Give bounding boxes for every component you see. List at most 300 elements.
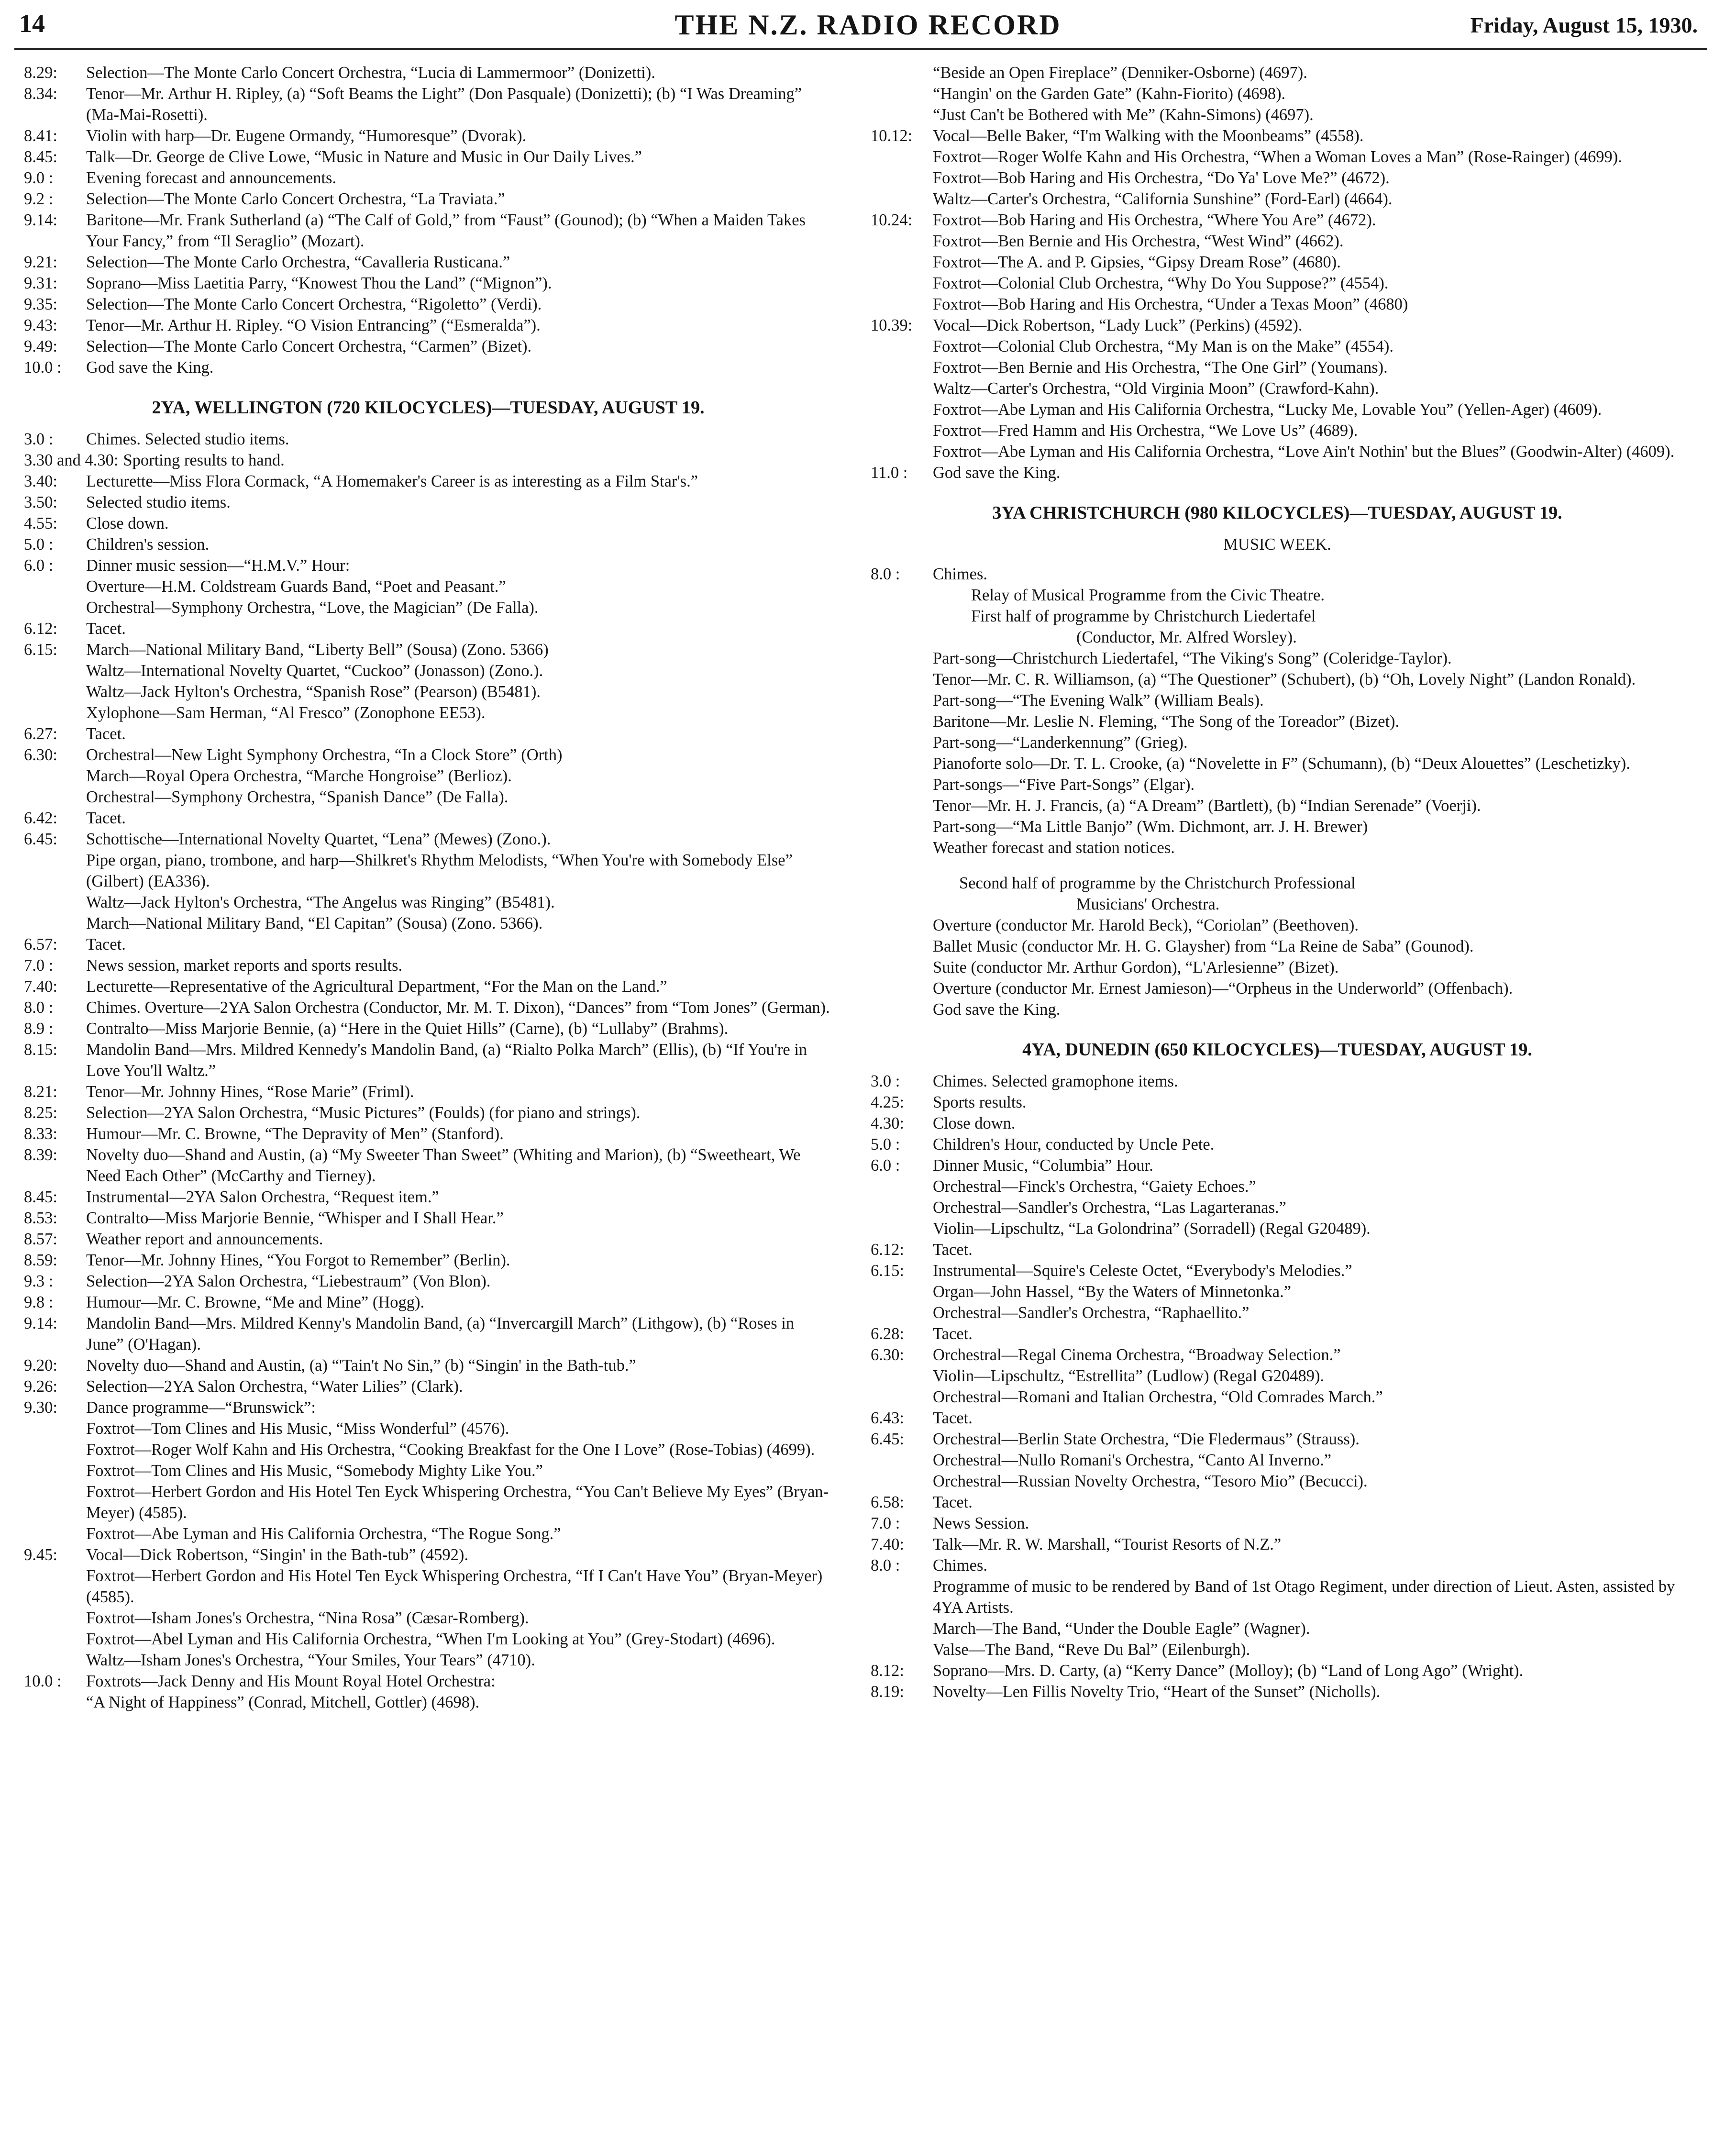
programme-text: Vocal—Dick Robertson, “Singin' in the Bath-tub” (4592).: [86, 1546, 468, 1564]
programme-text: Foxtrot—Tom Clines and His Music, “Miss Wonderful” (4576).: [86, 1420, 509, 1438]
programme-text: Foxtrot—Abe Lyman and His California Orchestra, “Lucky Me, Lovable You” (Yellen-Ager) (4609).: [933, 400, 1602, 419]
programme-item: [24, 189, 832, 210]
programme-text: Orchestral—Russian Novelty Orchestra, “Tesoro Mio” (Becucci).: [933, 1472, 1368, 1490]
programme-item: [871, 732, 1684, 753]
programme-text: Selection—2YA Salon Orchestra, “Music Pictures” (Foulds) (for piano and strings).: [86, 1104, 641, 1122]
time-label: [871, 669, 933, 690]
programme-text: Chimes.: [933, 1556, 988, 1575]
time-label: 8.59:: [24, 1251, 57, 1269]
programme-text: “Just Can't be Bothered with Me” (Kahn-Simons) (4697).: [933, 106, 1314, 124]
programme-text: God save the King.: [933, 464, 1061, 482]
programme-item: [24, 850, 832, 892]
programme-text: Lecturette—Representative of the Agricultural Department, “For the Man on the Land.”: [86, 977, 667, 996]
programme-text: Violin—Lipschultz, “Estrellita” (Ludlow) (Regal G20489).: [933, 1367, 1325, 1385]
time-label: [871, 1618, 933, 1639]
time-label: 7.40:: [871, 1535, 904, 1553]
programme-text: Humour—Mr. C. Browne, “Me and Mine” (Hogg).: [86, 1293, 425, 1311]
page-number: 14: [19, 9, 45, 38]
programme-text: Tacet.: [86, 935, 126, 954]
programme-text: Vocal—Dick Robertson, “Lady Luck” (Perkins) (4592).: [933, 316, 1303, 334]
time-label: [871, 1450, 933, 1471]
time-label: [871, 774, 933, 795]
time-label: 8.41:: [24, 127, 57, 145]
programme-text: Tacet.: [933, 1241, 973, 1259]
time-label: [871, 62, 933, 83]
programme-text: Weather report and announcements.: [86, 1230, 323, 1248]
time-label: [871, 357, 933, 378]
station-heading: 2YA, WELLINGTON (720 KILOCYCLES)—TUESDAY, AUGUST 19.: [152, 398, 705, 418]
programme-item: [24, 294, 832, 315]
programme-item: [871, 1344, 1684, 1365]
time-label: [24, 597, 86, 618]
programme-text: Weather forecast and station notices.: [933, 839, 1175, 857]
programme-item: [24, 125, 832, 146]
time-label: [24, 1650, 86, 1671]
programme-item: [871, 1429, 1684, 1450]
time-label: 10.24:: [871, 211, 913, 229]
programme-item: [24, 955, 832, 976]
programme-item: [24, 1460, 832, 1481]
programme-item: [871, 627, 1684, 648]
station-heading: 3YA CHRISTCHURCH (980 KILOCYCLES)—TUESDAY, AUGUST 19.: [992, 503, 1562, 523]
time-label: 8.25:: [24, 1104, 57, 1122]
programme-text: News session, market reports and sports results.: [86, 956, 403, 975]
programme-item: [24, 1544, 832, 1565]
programme-text: Organ—John Hassel, “By the Waters of Minnetonka.”: [933, 1283, 1292, 1301]
time-label: [871, 873, 933, 894]
time-label: 8.57:: [24, 1230, 57, 1248]
programme-item: [871, 978, 1684, 999]
time-label: 8.0 :: [871, 565, 900, 583]
programme-item: [871, 873, 1684, 894]
programme-item: [871, 252, 1684, 273]
programme-item: [24, 1376, 832, 1397]
programme-text: Novelty—Len Fillis Novelty Trio, “Heart of the Sunset” (Nicholls).: [933, 1683, 1381, 1701]
time-label: 9.21:: [24, 253, 57, 271]
programme-text: Tenor—Mr. Johnny Hines, “You Forgot to Remember” (Berlin).: [86, 1251, 510, 1269]
time-label: 4.25:: [871, 1093, 904, 1111]
programme-text: Selection—2YA Salon Orchestra, “Liebestraum” (Von Blon).: [86, 1272, 491, 1290]
time-label: 8.34:: [24, 85, 57, 103]
time-label: [871, 753, 933, 774]
time-label: 6.42:: [24, 809, 57, 827]
programme-item: [871, 441, 1684, 462]
programme-text: Dinner music session—“H.M.V.” Hour:: [86, 556, 350, 575]
programme-text: Waltz—Jack Hylton's Orchestra, “The Angelus was Ringing” (B5481).: [86, 893, 555, 911]
programme-text: Violin with harp—Dr. Eugene Ormandy, “Humoresque” (Dvorak).: [86, 127, 527, 145]
programme-item: [871, 585, 1684, 606]
programme-text: Vocal—Belle Baker, “I'm Walking with the Moonbeams” (4558).: [933, 127, 1364, 145]
programme-item: [24, 1039, 832, 1081]
time-label: [871, 1387, 933, 1408]
programme-text: Orchestral—Berlin State Orchestra, “Die Fledermaus” (Strauss).: [933, 1430, 1360, 1448]
programme-item: [871, 816, 1684, 837]
programme-item: [24, 534, 832, 555]
time-label: 3.50:: [24, 493, 57, 511]
time-label: 3.0 :: [24, 430, 54, 448]
time-label: 8.0 :: [871, 1556, 900, 1575]
time-label: 6.0 :: [24, 556, 54, 575]
programme-text: Foxtrot—Roger Wolf Kahn and His Orchestra, “Cooking Breakfast for the One I Love” (Rose-Tobias) (4699).: [86, 1441, 815, 1459]
programme-text: Talk—Mr. R. W. Marshall, “Tourist Resorts of N.Z.”: [933, 1535, 1282, 1553]
programme-text: Orchestral—Symphony Orchestra, “Love, the Magician” (De Falla).: [86, 599, 539, 617]
time-label: [871, 252, 933, 273]
programme-item: [24, 1355, 832, 1376]
time-label: 8.15:: [24, 1041, 57, 1059]
time-label: [24, 1608, 86, 1629]
programme-item: [24, 1313, 832, 1355]
programme-item: [24, 1397, 832, 1418]
time-label: [24, 1692, 86, 1713]
time-label: [24, 765, 86, 787]
programme-text: Pipe organ, piano, trombone, and harp—Shilkret's Rhythm Melodists, “When You're with Somebody Else” (Gilbert) (EA336).: [86, 851, 793, 890]
programme-item: [24, 62, 832, 83]
time-label: 8.45:: [24, 1188, 57, 1206]
programme-text: Selection—The Monte Carlo Concert Orchestra, “Lucia di Lammermoor” (Donizetti).: [86, 64, 655, 82]
programme-item: [24, 913, 832, 934]
programme-text: Foxtrot—Bob Haring and His Orchestra, “Do Ya' Love Me?” (4672).: [933, 169, 1390, 187]
programme-text: Selection—The Monte Carlo Orchestra, “Cavalleria Rusticana.”: [86, 253, 510, 271]
time-label: 9.43:: [24, 316, 57, 334]
programme-item: [871, 273, 1684, 294]
programme-item: [871, 1218, 1684, 1239]
programme-text: Orchestral—Symphony Orchestra, “Spanish Dance” (De Falla).: [86, 788, 509, 806]
programme-item: [871, 1660, 1684, 1681]
time-label: [24, 1439, 86, 1460]
programme-item: [871, 62, 1684, 83]
time-label: [24, 892, 86, 913]
time-label: [871, 420, 933, 441]
time-label: 6.15:: [871, 1262, 904, 1280]
programme-item: [871, 837, 1684, 858]
programme-item: [871, 1387, 1684, 1408]
time-label: [24, 660, 86, 681]
time-label: 4.55:: [24, 514, 57, 532]
time-label: 9.35:: [24, 295, 57, 313]
time-label: 3.40:: [24, 472, 57, 490]
programme-item: [871, 1534, 1684, 1555]
programme-item: [871, 399, 1684, 420]
time-label: [24, 1523, 86, 1544]
programme-item: [871, 1302, 1684, 1323]
time-label: 6.30:: [871, 1346, 904, 1364]
programme-item: [24, 357, 832, 378]
programme-text: Selection—The Monte Carlo Concert Orchestra, “La Traviata.”: [86, 190, 505, 208]
programme-text: Chimes.: [933, 565, 988, 583]
time-label: 9.2 :: [24, 190, 54, 208]
programme-text: Tacet.: [933, 1493, 973, 1511]
programme-item: [871, 167, 1684, 189]
time-label: 6.45:: [24, 830, 57, 848]
programme-item: [24, 997, 832, 1018]
time-label: [871, 894, 933, 915]
programme-item: [871, 1113, 1684, 1134]
programme-text: Part-songs—“Five Part-Songs” (Elgar).: [933, 776, 1195, 794]
programme-item: [24, 1650, 832, 1671]
programme-item: [24, 1439, 832, 1460]
programme-item: [24, 1629, 832, 1650]
programme-text: God save the King.: [86, 358, 214, 377]
programme-text: Soprano—Miss Laetitia Parry, “Knowest Thou the Land” (“Mignon”).: [86, 274, 552, 292]
time-label: [871, 1176, 933, 1197]
time-label: 9.26:: [24, 1377, 57, 1396]
programme-text: Waltz—Jack Hylton's Orchestra, “Spanish Rose” (Pearson) (B5481).: [86, 683, 541, 701]
programme-text: Foxtrot—Bob Haring and His Orchestra, “Where You Are” (4672).: [933, 211, 1376, 229]
time-label: 6.27:: [24, 725, 57, 743]
time-label: [24, 1565, 86, 1608]
programme-text: Dance programme—“Brunswick”:: [86, 1398, 316, 1417]
time-label: [871, 837, 933, 858]
programme-item: [871, 1281, 1684, 1302]
programme-item: [24, 765, 832, 787]
programme-text: Foxtrot—Roger Wolfe Kahn and His Orchestra, “When a Woman Loves a Man” (Rose-Rainger) (4699).: [933, 148, 1622, 166]
programme-text: Xylophone—Sam Herman, “Al Fresco” (Zonophone EE53).: [86, 704, 486, 722]
programme-item: [24, 744, 832, 765]
programme-item: [24, 1018, 832, 1039]
programme-item: [24, 450, 832, 471]
time-label: 5.0 :: [24, 535, 54, 554]
programme-item: [871, 1639, 1684, 1660]
time-label: 7.0 :: [871, 1514, 900, 1532]
time-label: [871, 648, 933, 669]
programme-item: [24, 1292, 832, 1313]
programme-text: Musicians' Orchestra.: [1076, 895, 1220, 913]
programme-item: [871, 294, 1684, 315]
time-label: 9.49:: [24, 337, 57, 355]
time-label: [24, 1418, 86, 1439]
programme-item: [24, 1144, 832, 1187]
programme-item: [871, 1071, 1684, 1092]
right-column: [871, 62, 1684, 1702]
programme-text: Chimes. Selected studio items.: [86, 430, 289, 448]
programme-item: [871, 1408, 1684, 1429]
programme-text: Foxtrot—Tom Clines and His Music, “Somebody Mighty Like You.”: [86, 1462, 543, 1480]
time-label: [871, 399, 933, 420]
programme-text: Part-song—Christchurch Liedertafel, “The Viking's Song” (Coleridge-Taylor).: [933, 649, 1452, 667]
time-label: [871, 441, 933, 462]
programme-text: Children's Hour, conducted by Uncle Pete.: [933, 1135, 1215, 1154]
time-label: [24, 787, 86, 808]
programme-item: [24, 1250, 832, 1271]
programme-item: [871, 1618, 1684, 1639]
programme-text: March—National Military Band, “Liberty Bell” (Sousa) (Zono. 5366): [86, 641, 549, 659]
programme-text: Pianoforte solo—Dr. T. L. Crooke, (a) “Novelette in F” (Schumann), (b) “Deux Alouettes” (Leschetizky).: [933, 754, 1630, 773]
programme-item: [871, 894, 1684, 915]
time-label: [871, 606, 933, 627]
programme-text: “A Night of Happiness” (Conrad, Mitchell, Gottler) (4698).: [86, 1693, 480, 1711]
page-header: [0, 0, 1736, 53]
programme-item: [24, 976, 832, 997]
programme-item: [871, 336, 1684, 357]
programme-text: Foxtrot—Abel Lyman and His California Orchestra, “When I'm Looking at You” (Grey-Stodart) (4696).: [86, 1630, 775, 1648]
time-label: [871, 273, 933, 294]
programme-item: [24, 1123, 832, 1144]
time-label: 3.0 :: [871, 1072, 900, 1090]
programme-text: Foxtrot—Colonial Club Orchestra, “Why Do You Suppose?” (4554).: [933, 274, 1389, 292]
time-label: 9.30:: [24, 1398, 57, 1417]
programme-item: [24, 83, 832, 125]
programme-item: [871, 357, 1684, 378]
programme-item: [24, 787, 832, 808]
time-label: [871, 1365, 933, 1387]
programme-text: Part-song—“Ma Little Banjo” (Wm. Dichmont, arr. J. H. Brewer): [933, 818, 1368, 836]
programme-text: Close down.: [933, 1114, 1016, 1132]
programme-item: [871, 1681, 1684, 1702]
programme-item: [871, 1365, 1684, 1387]
time-label: 9.14:: [24, 211, 57, 229]
programme-item: [24, 723, 832, 744]
programme-text: Waltz—International Novelty Quartet, “Cuckoo” (Jonasson) (Zono.).: [86, 662, 543, 680]
time-label: 8.45:: [24, 148, 57, 166]
programme-text: Overture (conductor Mr. Ernest Jamieson)—“Orpheus in the Underworld” (Offenbach).: [933, 979, 1513, 998]
station-heading: 4YA, DUNEDIN (650 KILOCYCLES)—TUESDAY, AUGUST 19.: [1022, 1040, 1532, 1060]
time-label: [24, 1629, 86, 1650]
programme-text: Instrumental—2YA Salon Orchestra, “Request item.”: [86, 1188, 439, 1206]
programme-text: Novelty duo—Shand and Austin, (a) “'Tain't No Sin,” (b) “Singin' in the Bath-tub.”: [86, 1356, 636, 1375]
programme-item: [24, 167, 832, 189]
time-label: 9.8 :: [24, 1293, 54, 1311]
time-label: [871, 167, 933, 189]
programme-item: [871, 462, 1684, 483]
programme-text: Tenor—Mr. H. J. Francis, (a) “A Dream” (Bartlett), (b) “Indian Serenade” (Voerji).: [933, 797, 1481, 815]
programme-text: “Hangin' on the Garden Gate” (Kahn-Fiorito) (4698).: [933, 85, 1286, 103]
programme-text: News Session.: [933, 1514, 1029, 1532]
programme-item: [24, 146, 832, 167]
programme-text: Sports results.: [933, 1093, 1027, 1111]
programme-text: Foxtrot—Fred Hamm and His Orchestra, “We Love Us” (4689).: [933, 422, 1358, 440]
programme-item: [24, 273, 832, 294]
time-label: [24, 702, 86, 723]
time-label: [871, 732, 933, 753]
programme-item: [871, 1576, 1684, 1618]
programme-item: [24, 639, 832, 660]
newspaper-title: THE N.Z. RADIO RECORD: [674, 9, 1062, 41]
programme-item: [871, 1134, 1684, 1155]
programme-item: [871, 1513, 1684, 1534]
time-label: 7.40:: [24, 977, 57, 996]
time-label: 6.43:: [871, 1409, 904, 1427]
time-label: 6.12:: [24, 620, 57, 638]
time-label: 11.0 :: [871, 464, 908, 482]
time-label: 4.30:: [871, 1114, 904, 1132]
left-column: [24, 62, 832, 1713]
programme-text: Talk—Dr. George de Clive Lowe, “Music in Nature and Music in Our Daily Lives.”: [86, 148, 642, 166]
programme-text: Selection—The Monte Carlo Concert Orchestra, “Carmen” (Bizet).: [86, 337, 532, 355]
programme-item: [24, 618, 832, 639]
time-label: [24, 850, 86, 892]
programme-text: Tacet.: [86, 725, 126, 743]
programme-item: [871, 104, 1684, 125]
time-label: [871, 378, 933, 399]
time-label: [24, 1460, 86, 1481]
programme-text: Chimes. Overture—2YA Salon Orchestra (Conductor, Mr. M. T. Dixon), “Dances” from “Tom Jones” (German).: [86, 998, 830, 1017]
issue-date: Friday, August 15, 1930.: [1470, 13, 1698, 37]
programme-text: Valse—The Band, “Reve Du Bal” (Eilenburgh).: [933, 1641, 1250, 1659]
time-label: 8.53:: [24, 1209, 57, 1227]
programme-text: Tenor—Mr. Johnny Hines, “Rose Marie” (Friml).: [86, 1083, 414, 1101]
programme-text: Baritone—Mr. Leslie N. Fleming, “The Song of the Toreador” (Bizet).: [933, 712, 1400, 731]
time-label: 8.33:: [24, 1125, 57, 1143]
programme-item: [871, 315, 1684, 336]
programme-text: Tacet.: [86, 620, 126, 638]
programme-text: Waltz—Carter's Orchestra, “California Sunshine” (Ford-Earl) (4664).: [933, 190, 1393, 208]
programme-item: [24, 808, 832, 829]
time-label: [871, 231, 933, 252]
programme-item: [871, 1260, 1684, 1281]
time-label: [871, 999, 933, 1020]
time-label: [871, 83, 933, 104]
time-label: [871, 585, 933, 606]
programme-item: [24, 660, 832, 681]
programme-item: [24, 576, 832, 597]
time-label: [871, 1302, 933, 1323]
time-label: 6.58:: [871, 1493, 904, 1511]
programme-text: Orchestral—Sandler's Orchestra, “Raphaellito.”: [933, 1304, 1249, 1322]
programme-item: [871, 231, 1684, 252]
programme-item: [24, 555, 832, 576]
programme-item: [871, 1323, 1684, 1344]
programme-item: [871, 999, 1684, 1020]
programme-item: [24, 1418, 832, 1439]
programme-item: [24, 1271, 832, 1292]
programme-text: Foxtrot—Herbert Gordon and His Hotel Ten Eyck Whispering Orchestra, “You Can't Believe My Eyes” (Bryan-Meyer) (4585).: [86, 1483, 829, 1522]
programme-item: [871, 1492, 1684, 1513]
programme-text: March—National Military Band, “El Capitan” (Sousa) (Zono. 5366).: [86, 914, 543, 932]
programme-item: [871, 774, 1684, 795]
programme-text: Chimes. Selected gramophone items.: [933, 1072, 1178, 1090]
programme-text: Tenor—Mr. Arthur H. Ripley. “O Vision Entrancing” (“Esmeralda”).: [86, 316, 541, 334]
time-label: [871, 1281, 933, 1302]
programme-text: Foxtrot—Colonial Club Orchestra, “My Man is on the Make” (4554).: [933, 337, 1393, 355]
programme-item: [24, 1208, 832, 1229]
time-label: [871, 816, 933, 837]
time-label: [24, 576, 86, 597]
programme-text: Selection—The Monte Carlo Concert Orchestra, “Rigoletto” (Verdi).: [86, 295, 542, 313]
programme-item: [24, 829, 832, 850]
programme-item: [24, 315, 832, 336]
time-label: 10.0 :: [24, 358, 62, 377]
time-label: 9.14:: [24, 1314, 57, 1332]
programme-text: (Conductor, Mr. Alfred Worsley).: [1076, 628, 1297, 646]
programme-item: [871, 378, 1684, 399]
programme-text: Foxtrot—Ben Bernie and His Orchestra, “The One Girl” (Youmans).: [933, 358, 1388, 377]
time-label: [871, 336, 933, 357]
programme-item: [24, 1523, 832, 1544]
time-label: 8.39:: [24, 1146, 57, 1164]
programme-item: [24, 597, 832, 618]
programme-item: [871, 936, 1684, 957]
time-label: [871, 957, 933, 978]
programme-text: Sporting results to hand.: [123, 451, 285, 469]
programme-item: [871, 83, 1684, 104]
programme-item: [871, 189, 1684, 210]
programme-item: [24, 1481, 832, 1523]
section-subheading: MUSIC WEEK.: [1223, 535, 1331, 554]
programme-text: Contralto—Miss Marjorie Bennie, “Whisper and I Shall Hear.”: [86, 1209, 504, 1227]
time-label: [871, 1639, 933, 1660]
time-label: 10.12:: [871, 127, 913, 145]
programme-item: [871, 648, 1684, 669]
header-rule: [14, 48, 1707, 50]
time-label: 9.31:: [24, 274, 57, 292]
time-label: 3.30 and 4.30:: [24, 451, 119, 469]
programme-item: [871, 669, 1684, 690]
time-label: 5.0 :: [871, 1135, 900, 1154]
programme-text: Part-song—“The Evening Walk” (William Beals).: [933, 691, 1264, 710]
programme-item: [871, 1176, 1684, 1197]
programme-item: [24, 1229, 832, 1250]
programme-item: [24, 934, 832, 955]
